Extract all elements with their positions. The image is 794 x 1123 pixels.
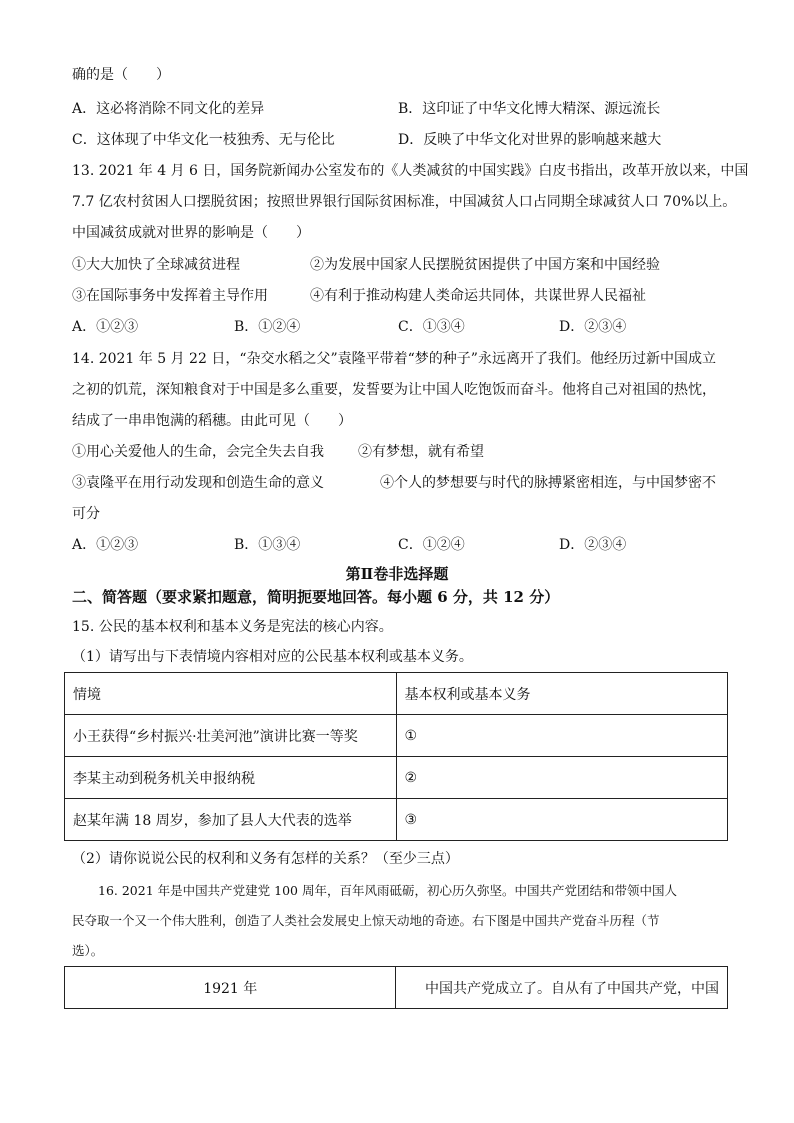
table-row bbox=[65, 757, 728, 799]
q13-stem-line-1: 13. 2021 年 4 月 6 日，国务院新闻办公室发布的《人类减贫的中国实践》白皮书指出，改革开放以来，中国 bbox=[72, 163, 749, 179]
q13-stem-line-3: 中国减贫成就对世界的影响是（ ） bbox=[72, 225, 310, 241]
section-2-heading: 二、简答题（要求紧扣题意，简明扼要地回答。每小题 6 分，共 12 分） bbox=[72, 588, 560, 606]
q13-option-a: A．①②③ bbox=[72, 319, 139, 335]
q12-stem-tail: 确的是（ ） bbox=[72, 67, 170, 83]
q12-option-d: D．反映了中华文化对世界的影响越来越大 bbox=[398, 132, 662, 148]
q16-stem-line-1: 16. 2021 年是中国共产党建党 100 周年，百年风雨砥砺，初心历久弥坚。中国共产党团结和带领中国人 bbox=[98, 883, 677, 898]
table-cell: ① bbox=[396, 715, 727, 757]
table-cell: 李某主动到税务机关申报纳税 bbox=[65, 757, 397, 799]
q15-sub-question-2: （2）请你说说公民的权利和义务有怎样的关系？（至少三点） bbox=[72, 851, 459, 867]
part-2-title: 第Ⅱ卷非选择题 bbox=[345, 565, 449, 583]
table-cell: ③ bbox=[396, 799, 727, 841]
q13-item-4: ④有利于推动构建人类命运共同体，共谋世界人民福祉 bbox=[310, 288, 646, 304]
q14-stem-line-2: 之初的饥荒，深知粮食对于中国是多么重要，发誓要为让中国人吃饱饭而奋斗。他将自己对祖国的热忱， bbox=[72, 382, 716, 398]
table-row bbox=[65, 799, 728, 841]
q13-item-3: ③在国际事务中发挥着主导作用 bbox=[72, 288, 268, 304]
q16-stem-line-2: 民夺取一个又一个伟大胜利，创造了人类社会发展史上惊天动地的奇迹。右下图是中国共产党奋斗历程（节 bbox=[72, 913, 660, 928]
table-cell: ② bbox=[396, 757, 727, 799]
table-cell: 赵某年满 18 周岁，参加了县人大代表的选举 bbox=[65, 799, 397, 841]
table-row bbox=[65, 967, 728, 1009]
table-cell: 小王获得“乡村振兴·壮美河池”演讲比赛一等奖 bbox=[65, 715, 397, 757]
q14-stem-line-1: 14. 2021 年 5 月 22 日，“杂交水稻之父”袁隆平带着“梦的种子”永远离开了我们。他经历过新中国成立 bbox=[72, 351, 716, 367]
q14-item-4-continued: 可分 bbox=[72, 506, 100, 522]
table-cell-year: 1921 年 bbox=[65, 967, 396, 1009]
q13-option-b: B．①②④ bbox=[234, 319, 301, 335]
q12-option-b: B．这印证了中华文化博大精深、源远流长 bbox=[398, 101, 661, 117]
q12-option-a: A．这必将消除不同文化的差异 bbox=[72, 101, 265, 117]
table-header-cell: 情境 bbox=[65, 673, 397, 715]
table-header-row bbox=[65, 673, 728, 715]
q13-stem-line-2: 7.7 亿农村贫困人口摆脱贫困；按照世界银行国际贫困标准，中国减贫人口占同期全球减贫人口 70%以上。 bbox=[72, 194, 737, 210]
q15-stem: 15. 公民的基本权利和基本义务是宪法的核心内容。 bbox=[72, 619, 393, 635]
q13-item-1: ①大大加快了全球减贫进程 bbox=[72, 257, 240, 273]
table-row bbox=[65, 715, 728, 757]
q15-sub-question-1: （1）请写出与下表情境内容相对应的公民基本权利或基本义务。 bbox=[72, 649, 473, 665]
q14-option-d: D．②③④ bbox=[559, 537, 627, 553]
q13-option-c: C．①③④ bbox=[398, 319, 465, 335]
q13-option-d: D．②③④ bbox=[559, 319, 627, 335]
q14-stem-line-3: 结成了一串串饱满的稻穗。由此可见（ ） bbox=[72, 413, 352, 429]
q14-option-c: C．①②④ bbox=[398, 537, 465, 553]
q16-timeline-table bbox=[64, 966, 728, 1009]
q15-table bbox=[64, 672, 728, 841]
table-header-cell: 基本权利或基本义务 bbox=[396, 673, 727, 715]
q14-option-b: B．①③④ bbox=[234, 537, 301, 553]
q13-item-2: ②为发展中国家人民摆脱贫困提供了中国方案和中国经验 bbox=[310, 257, 660, 273]
q14-option-a: A．①②③ bbox=[72, 537, 139, 553]
q16-stem-line-3: 选）。 bbox=[72, 943, 104, 958]
table-cell-event: 中国共产党成立了。自从有了中国共产党，中国 bbox=[396, 967, 728, 1009]
q14-item-4: ④个人的梦想要与时代的脉搏紧密相连，与中国梦密不 bbox=[380, 475, 716, 491]
q14-item-3: ③袁隆平在用行动发现和创造生命的意义 bbox=[72, 475, 324, 491]
q14-item-2: ②有梦想，就有希望 bbox=[358, 444, 484, 460]
q12-option-c: C．这体现了中华文化一枝独秀、无与伦比 bbox=[72, 132, 335, 148]
q14-item-1: ①用心关爱他人的生命，会完全失去自我 bbox=[72, 444, 324, 460]
